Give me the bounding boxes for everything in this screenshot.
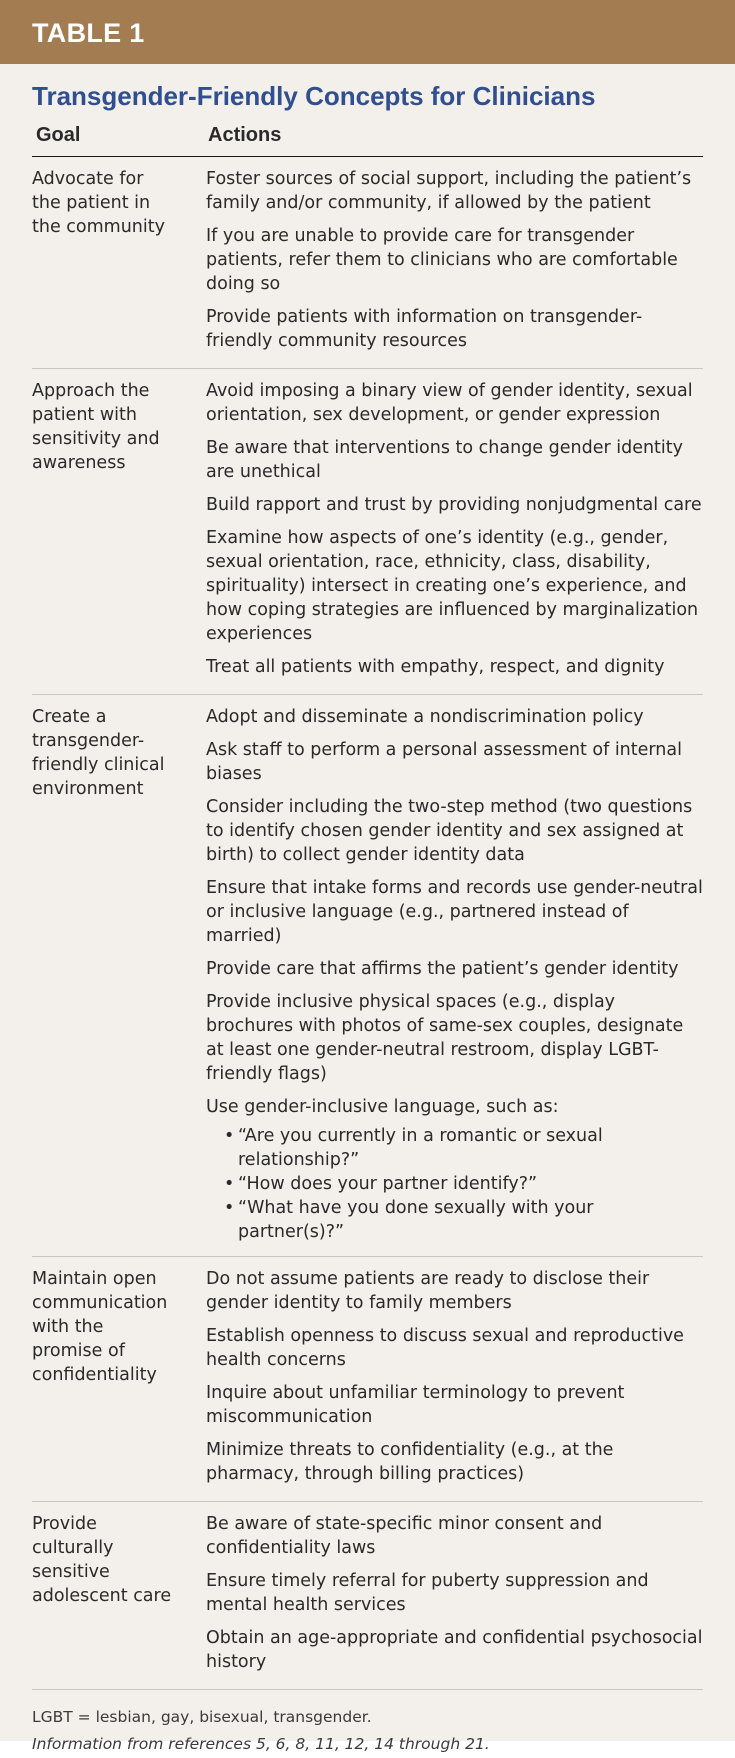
- action-item: Examine how aspects of one’s identity (e.g., gender, sexual orientation, race, ethnicity, class, disability, spirituality) intersect in creating one’s experience, and how coping strategies are influenced by marginalization experiences: [206, 528, 699, 644]
- action-item: Provide care that affirms the patient’s gender identity: [206, 959, 679, 979]
- table-tab: TABLE 1: [0, 0, 735, 64]
- action-item: If you are unable to provide care for transgender patients, refer them to clinicians who are comfortable doing so: [206, 226, 678, 294]
- bullet-icon: •: [224, 1198, 235, 1218]
- bullet-icon: •: [224, 1126, 235, 1146]
- action-item: Consider including the two-step method (two questions to identify chosen gender identity and sex assigned at birth) to collect gender identity data: [206, 797, 693, 865]
- action-item: Foster sources of social support, including the patient’s family and/or community, if allowed by the patient: [206, 169, 692, 213]
- table-body: [32, 157, 703, 1690]
- table-row: [32, 369, 703, 695]
- actions-cell: [206, 379, 703, 679]
- abbreviation-footnote: LGBT = lesbian, gay, bisexual, transgender.: [32, 1708, 372, 1726]
- table-row: [32, 1257, 703, 1502]
- actions-cell: [206, 167, 703, 353]
- action-item: Establish openness to discuss sexual and reproductive health concerns: [206, 1326, 684, 1370]
- action-item: Adopt and disseminate a nondiscrimination policy: [206, 707, 644, 727]
- actions-cell: [206, 1512, 703, 1674]
- action-item: Provide patients with information on transgender-friendly community resources: [206, 307, 643, 351]
- example-question-text: “What have you done sexually with your partner(s)?”: [238, 1198, 594, 1242]
- goal-cell: Advocate for the patient in the community: [32, 169, 165, 237]
- table-footnotes: [32, 1704, 703, 1758]
- action-item: Use gender-inclusive language, such as:: [206, 1097, 559, 1117]
- action-item: Minimize threats to confidentiality (e.g., at the pharmacy, through billing practices): [206, 1440, 614, 1484]
- action-item: Ask staff to perform a personal assessment of internal biases: [206, 740, 682, 784]
- action-item: Be aware of state-specific minor consent and confidentiality laws: [206, 1514, 603, 1558]
- table-title: Transgender-Friendly Concepts for Clinicians: [32, 81, 596, 111]
- action-item: Avoid imposing a binary view of gender identity, sexual orientation, sex development, or gender expression: [206, 381, 693, 425]
- goal-cell: Provide culturally sensitive adolescent care: [32, 1514, 172, 1606]
- example-question: [224, 1124, 703, 1172]
- actions-cell: [206, 1267, 703, 1486]
- action-item: Be aware that interventions to change gender identity are unethical: [206, 438, 683, 482]
- goal-cell: Maintain open communication with the promise of confidentiality: [32, 1269, 168, 1385]
- action-item: Treat all patients with empathy, respect, and dignity: [206, 657, 665, 677]
- example-question: [224, 1196, 703, 1244]
- action-item: Ensure that intake forms and records use gender-neutral or inclusive language (e.g., partnered instead of married): [206, 878, 703, 946]
- action-item: Obtain an age-appropriate and confidential psychosocial history: [206, 1628, 703, 1672]
- bullet-icon: •: [224, 1174, 235, 1194]
- example-question: [224, 1172, 703, 1196]
- source-note: Information from references 5, 6, 8, 11, 12, 14 through 21.: [32, 1735, 490, 1753]
- column-header-row: [32, 118, 703, 157]
- goal-cell: Create a transgender-friendly clinical environment: [32, 707, 165, 799]
- action-item: Build rapport and trust by providing nonjudgmental care: [206, 495, 702, 515]
- goal-column-header: Goal: [36, 124, 81, 146]
- table-row: [32, 1502, 703, 1690]
- example-question-text: “Are you currently in a romantic or sexual relationship?”: [238, 1126, 603, 1170]
- action-item: Inquire about unfamiliar terminology to prevent miscommunication: [206, 1383, 625, 1427]
- table-row: [32, 695, 703, 1257]
- example-question-text: “How does your partner identify?”: [238, 1174, 538, 1194]
- actions-cell: [206, 705, 703, 1244]
- action-item: Do not assume patients are ready to disclose their gender identity to family members: [206, 1269, 650, 1313]
- goal-cell: Approach the patient with sensitivity and awareness: [32, 381, 160, 473]
- example-question-list: [224, 1124, 703, 1244]
- action-item: Provide inclusive physical spaces (e.g., display brochures with photos of same-sex couples, designate at least one gender-neutral restroom, display LGBT-friendly flags): [206, 992, 684, 1084]
- table-row: [32, 157, 703, 369]
- action-item: Ensure timely referral for puberty suppression and mental health services: [206, 1571, 649, 1615]
- actions-column-header: Actions: [208, 124, 282, 146]
